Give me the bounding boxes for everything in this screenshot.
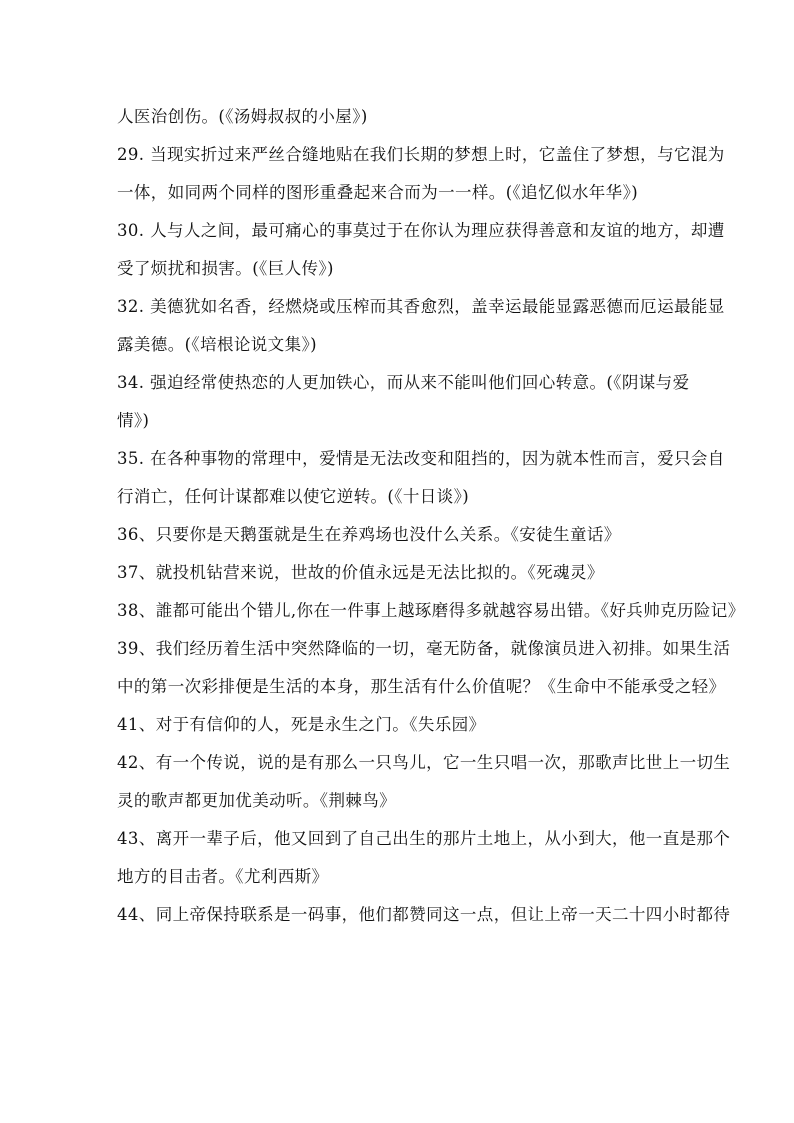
text-line: 情》)	[117, 411, 150, 430]
text-body	[117, 98, 793, 934]
text-line: 30. 人与人之间，最可痛心的事莫过于在你认为理应获得善意和友谊的地方，却遭	[117, 221, 725, 240]
text-line: 一体，如同两个同样的图形重叠起来合而为一一样。(《追忆似水年华》)	[117, 183, 639, 202]
text-line: 行消亡，任何计谋都难以使它逆转。(《十日谈》)	[117, 487, 470, 506]
text-line: 41、对于有信仰的人，死是永生之门。《失乐园》	[117, 715, 486, 734]
text-line: 39、我们经历着生活中突然降临的一切，毫无防备，就像演员进入初排。如果生活	[117, 639, 731, 658]
text-line: 43、离开一辈子后，他又回到了自己出生的那片土地上，从小到大，他一直是那个	[117, 829, 731, 848]
text-line: 37、就投机钻营来说，世故的价值永远是无法比拟的。《死魂灵》	[117, 563, 604, 582]
text-line: 中的第一次彩排便是生活的本身，那生活有什么价值呢？《生命中不能承受之轻》	[117, 677, 726, 696]
text-line: 44、同上帝保持联系是一码事，他们都赞同这一点，但让上帝一天二十四小时都待	[117, 905, 731, 924]
text-line: 受了烦扰和损害。(《巨人传》)	[117, 259, 334, 278]
text-line: 36、只要你是天鹅蛋就是生在养鸡场也没什么关系。《安徒生童话》	[117, 525, 621, 544]
text-line: 32. 美德犹如名香，经燃烧或压榨而其香愈烈，盖幸运最能显露恶德而厄运最能显	[117, 297, 725, 316]
text-line: 29. 当现实折过来严丝合缝地贴在我们长期的梦想上时，它盖住了梦想，与它混为	[117, 145, 725, 164]
text-line: 人医治创伤。(《汤姆叔叔的小屋》)	[117, 107, 368, 126]
text-line: 42、有一个传说，说的是有那么一只鸟儿，它一生只唱一次，那歌声比世上一切生	[117, 753, 731, 772]
text-line: 35. 在各种事物的常理中，爱情是无法改变和阻挡的，因为就本性而言，爱只会自	[117, 449, 725, 468]
text-line: 露美德。(《培根论说文集》)	[117, 335, 317, 354]
text-line: 34. 强迫经常使热恋的人更加铁心，而从来不能叫他们回心转意。(《阴谋与爱	[117, 373, 690, 392]
text-line: 灵的歌声都更加优美动听。《荆棘鸟》	[117, 791, 397, 810]
text-line: 地方的目击者。《尤利西斯》	[117, 867, 329, 886]
text-line: 38、誰都可能出个错儿,你在一件事上越琢磨得多就越容易出错。《好兵帅克历险记》	[117, 601, 745, 620]
